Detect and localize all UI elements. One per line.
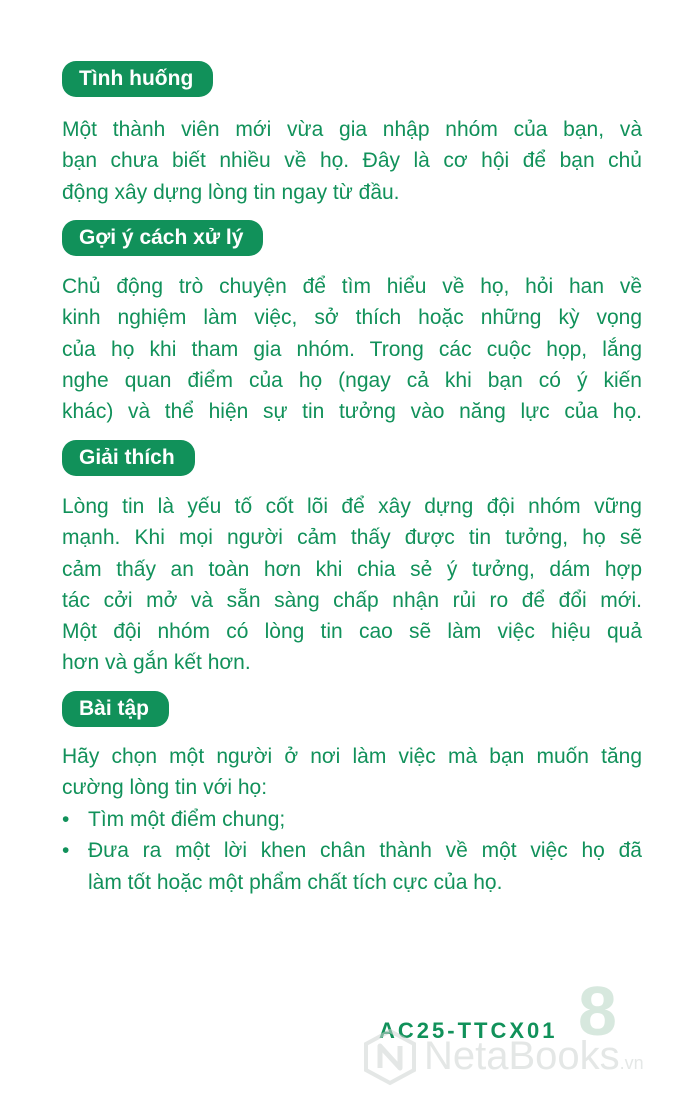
text-line: của họ khi tham gia nhóm. Trong các cuộc họp, lắng [62, 337, 642, 361]
exercise-list [62, 804, 642, 898]
list-item-text: Tìm một điểm chung; [88, 808, 286, 831]
netabooks-watermark [362, 1028, 692, 1088]
text-line: cảm thấy an toàn hơn khi chia sẻ ý tưởng, dám hợp [62, 557, 642, 581]
list-item [62, 804, 642, 835]
text-line: kinh nghiệm làm việc, sở thích hoặc những kỳ vọng [62, 306, 642, 330]
watermark-brand: NetaBooks [424, 1034, 620, 1078]
paragraph-tinh-huong [62, 114, 642, 208]
heading-giai-thich: Giải thích [62, 440, 195, 476]
text-line: Lòng tin là yếu tố cốt lõi để xây dựng đội nhóm vững [62, 495, 642, 518]
text-line: Chủ động trò chuyện để tìm hiểu về họ, hỏi han về [62, 275, 642, 298]
list-item-text: Đưa ra một lời khen chân thành về một việc họ đã [88, 839, 642, 863]
paragraph-bai-tap [62, 741, 642, 804]
text-line: nghe quan điểm của họ (ngay cả khi bạn có ý kiến [62, 368, 642, 392]
list-item-text: làm tốt hoặc một phẩm chất tích cực của họ. [88, 870, 503, 894]
text-line: cường lòng tin với họ: [62, 776, 268, 800]
heading-goi-y-cach-xu-ly: Gợi ý cách xử lý [62, 220, 263, 256]
text-line: bạn chưa biết nhiều về họ. Đây là cơ hội để bạn chủ [62, 149, 642, 173]
text-line: khác) và thể hiện sự tin tưởng vào năng lực của họ. [62, 400, 642, 424]
text-line: động xây dựng lòng tin ngay từ đầu. [62, 180, 400, 204]
bullet-marker: • [62, 839, 70, 863]
text-line: Một thành viên mới vừa gia nhập nhóm của bạn, và [62, 118, 642, 141]
text-line: mạnh. Khi mọi người cảm thấy được tin tưởng, họ sẽ [62, 526, 642, 550]
watermark-suffix: .vn [619, 1053, 644, 1073]
text-line: hơn và gắn kết hơn. [62, 651, 251, 675]
heading-bai-tap: Bài tập [62, 691, 169, 727]
document-code: AC25-TTCX01 [379, 1018, 558, 1043]
paragraph-goi-y [62, 271, 642, 427]
page-number: 8 [578, 972, 617, 1050]
bullet-marker: • [62, 808, 70, 831]
list-item [62, 835, 642, 898]
heading-tinh-huong: Tình huống [62, 61, 213, 97]
watermark-text [424, 1034, 644, 1079]
text-line: Hãy chọn một người ở nơi làm việc mà bạn muốn tăng [62, 745, 642, 768]
paragraph-giai-thich [62, 491, 642, 679]
netabooks-logo-icon [362, 1028, 418, 1086]
text-line: tác cởi mở và sẵn sàng chấp nhận rủi ro để đổi mới. [62, 588, 642, 612]
text-line: Một đội nhóm có lòng tin cao sẽ làm việc hiệu quả [62, 620, 642, 644]
